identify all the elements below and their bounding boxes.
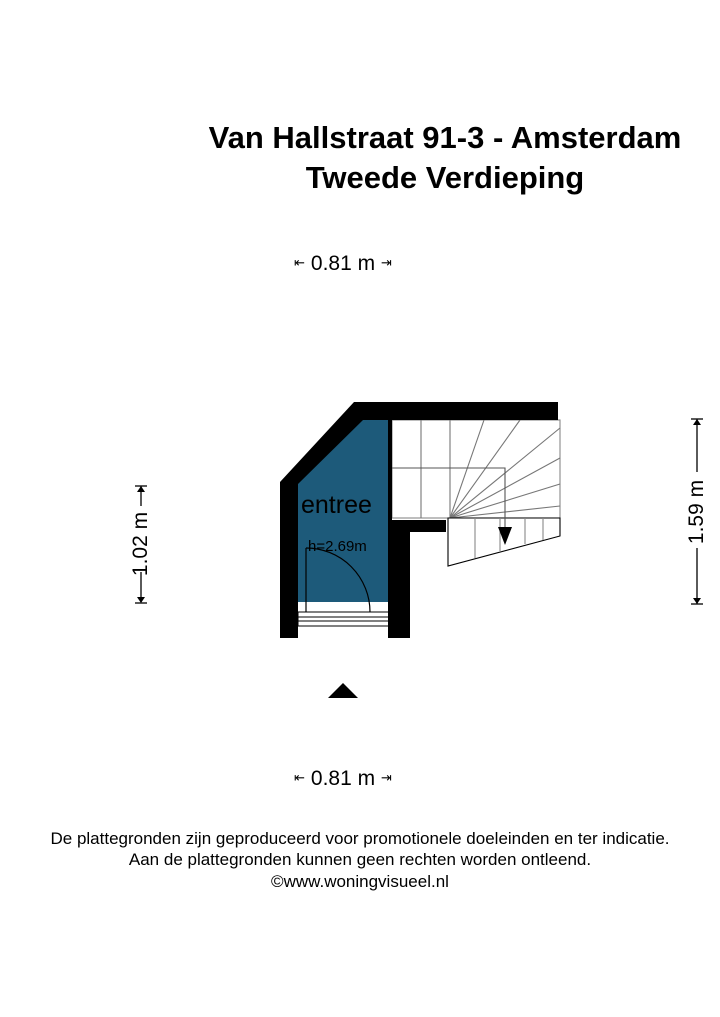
disclaimer-line-3: ©www.woningvisueel.nl <box>271 872 449 891</box>
disclaimer-line-2: Aan de plattegronden kunnen geen rechten worden ontleend. <box>128 850 592 869</box>
dimension-arrow-icon: ⇤ <box>294 770 306 785</box>
dimension-arrow-icon: ⇥ <box>380 770 392 785</box>
address-title: Van Hallstraat 91-3 - Amsterdam <box>208 120 682 155</box>
right-height-label: 1.59 m <box>685 479 708 545</box>
left-height-dimension-line <box>135 486 147 603</box>
dimension-arrow-icon: ⇥ <box>380 255 392 270</box>
disclaimer-line-1: De plattegronden zijn geproduceerd voor promotionele doeleinden en ter indicatie. <box>50 829 670 848</box>
left-height-label: 1.02 m <box>129 511 152 577</box>
threshold-area <box>296 602 392 626</box>
floor-title: Tweede Verdieping <box>305 160 585 195</box>
staircase <box>392 420 560 566</box>
room-height-label: h=2.69m <box>308 538 367 555</box>
dimension-arrow-icon: ⇤ <box>294 255 306 270</box>
right-height-dimension-line <box>691 419 703 604</box>
bottom-width-label: 0.81 m <box>310 767 376 790</box>
entrance-marker-icon <box>328 683 358 698</box>
room-label-entree: entree <box>301 491 372 519</box>
top-width-label: 0.81 m <box>310 252 376 275</box>
